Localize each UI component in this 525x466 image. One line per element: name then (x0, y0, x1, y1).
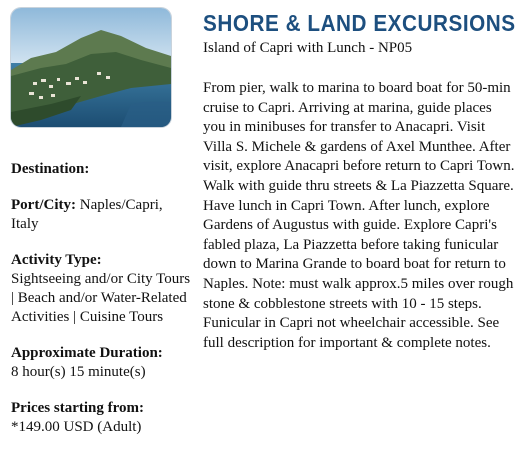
port-city-label: Port/City: (11, 197, 76, 213)
destination-field (11, 160, 191, 179)
duration-value: 8 hour(s) 15 minute(s) (11, 364, 146, 380)
activity-type-value: Sightseeing and/or City Tours | Beach and/or Water-Related Activities | Cuisine Tours (11, 271, 191, 325)
price-field (11, 399, 191, 437)
activity-type-label: Activity Type: (11, 252, 102, 268)
page-title: SHORE & LAND EXCURSIONS (203, 10, 516, 36)
activity-type-field (11, 251, 191, 327)
port-city-field (11, 196, 191, 234)
price-label: Prices starting from: (11, 400, 145, 416)
duration-label: Approximate Duration: (11, 345, 163, 361)
destination-label: Destination: (11, 161, 90, 177)
port-city-value: Naples/Capri, Italy (11, 197, 163, 232)
excursion-subtitle: Island of Capri with Lunch - NP05 (203, 40, 413, 56)
excursion-details (11, 160, 191, 454)
duration-field (11, 344, 191, 382)
price-value: *149.00 USD (Adult) (11, 419, 142, 435)
excursion-description: From pier, walk to marina to board boat for 50-min cruise to Capri. Arriving at marina, guide places you in minibuses for transfer to Anacapri. Visit Villa S. Michele & gardens of Axel Munthee. After visit, explore Anacapri before return to Capri Town. Walk with guide thru streets & La Piazzetta Square. Have lunch in Capri Town. After lunch, explore Gardens of Augustus with guide. Explore Capri's fabled plaza, La Piazzetta before taking funicular down to Marina Grande to board boat for return to Naples. Note: must walk approx.5 miles over rough stone & cobblestone streets with 10 - 15 steps. Funicular in Capri not wheelchair accessible. See full description for important & complete notes. (203, 80, 515, 351)
capri-coastline-photo (11, 8, 171, 127)
